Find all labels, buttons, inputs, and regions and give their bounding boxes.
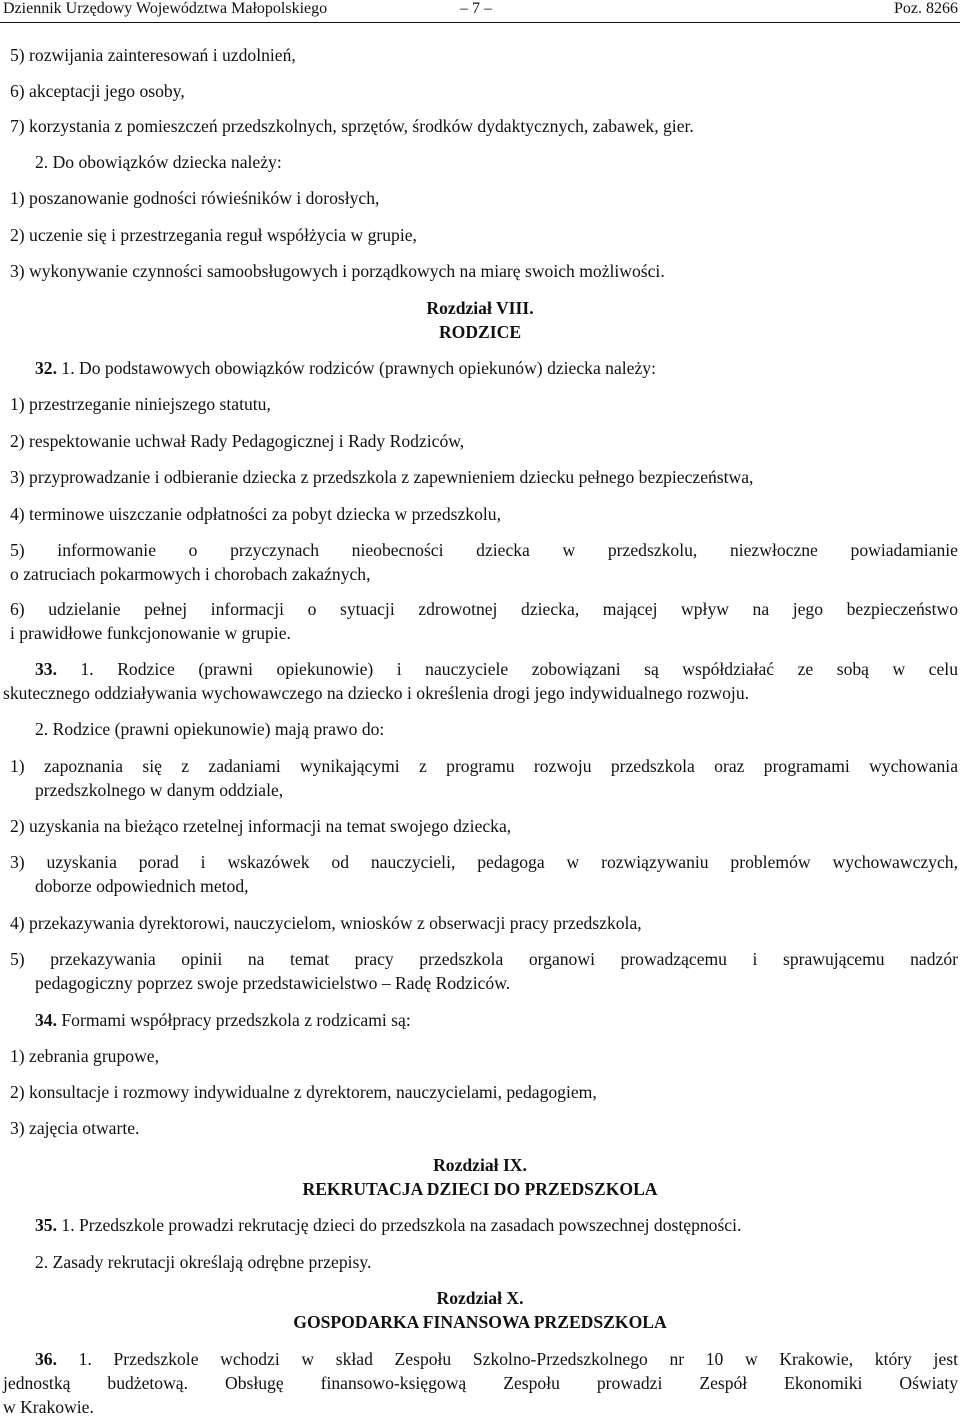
paragraph-text: 1. Do podstawowych obowiązków rodziców (prawnych opiekunów) dziecka należy:	[57, 358, 656, 378]
chapter-title: Rozdział X.	[436, 1288, 524, 1308]
chapter-subtitle: REKRUTACJA DZIECI DO PRZEDSZKOLA	[302, 1179, 658, 1199]
list-item: 4) przekazywania dyrektorowi, nauczycielom, wniosków z obserwacji pracy przedszkola,	[10, 913, 642, 933]
list-item: 3) zajęcia otwarte.	[10, 1118, 140, 1138]
paragraph-continued: jednostką budżetową. Obsługę finansowo-księgową Zespołu prowadzi Zespół Ekonomiki Oświaty	[3, 1373, 958, 1393]
list-item-continued: pedagogiczny poprzez swoje przedstawicielstwo – Radę Rodziców.	[35, 973, 511, 993]
list-item: 1) zebrania grupowe,	[10, 1046, 159, 1066]
paragraph	[35, 356, 656, 380]
list-item: 3) przyprowadzanie i odbieranie dziecka z przedszkola z zapewnieniem dziecku pełnego bezpieczeństwa,	[10, 467, 754, 487]
list-item-continued: i prawidłowe funkcjonowanie w grupie.	[10, 623, 291, 643]
journal-title: Dziennik Urzędowy Województwa Małopolskiego	[3, 0, 328, 17]
chapter-title: Rozdział VIII.	[426, 298, 534, 318]
list-item: 1) zapoznania się z zadaniami wynikającymi z programu rozwoju przedszkola oraz programami wychowania	[10, 756, 958, 776]
paragraph-text: Formami współpracy przedszkola z rodzicami są:	[57, 1010, 411, 1030]
list-item: 6) akceptacji jego osoby,	[10, 81, 185, 101]
list-item: 2) konsultacje i rozmowy indywidualne z dyrektorem, nauczycielami, pedagogiem,	[10, 1082, 597, 1102]
paragraph	[35, 1213, 741, 1237]
paragraph-text: 1. Przedszkole prowadzi rekrutację dzieci do przedszkola na zasadach powszechnej dostępności.	[57, 1215, 742, 1235]
paragraph-text: 1. Rodzice (prawni opiekunowie) i nauczyciele zobowiązani są współdziałać ze sobą w celu	[57, 659, 958, 679]
paragraph: 2. Do obowiązków dziecka należy:	[35, 152, 282, 172]
list-item-continued: doborze odpowiednich metod,	[35, 876, 249, 896]
list-item: 5) informowanie o przyczynach nieobecności dziecka w przedszkolu, niezwłoczne powiadamianie	[10, 540, 958, 560]
paragraph-continued: w Krakowie.	[3, 1397, 94, 1417]
list-item: 6) udzielanie pełnej informacji o sytuacji zdrowotnej dziecka, mającej wpływ na jego bezpieczeństwo	[10, 599, 958, 619]
paragraph: 2. Zasady rekrutacji określają odrębne przepisy.	[35, 1252, 372, 1272]
list-item: 3) wykonywanie czynności samoobsługowych i porządkowych na miarę swoich możliwości.	[10, 261, 665, 281]
list-item: 5) rozwijania zainteresowań i uzdolnień,	[10, 45, 296, 65]
list-item-continued: przedszkolnego w danym oddziale,	[35, 780, 284, 800]
section-number: 33.	[35, 659, 57, 679]
list-item: 2) respektowanie uchwał Rady Pedagogicznej i Rady Rodziców,	[10, 431, 465, 451]
list-item: 7) korzystania z pomieszczeń przedszkolnych, sprzętów, środków dydaktycznych, zabawek, gier.	[10, 116, 694, 136]
section-number: 34.	[35, 1010, 57, 1030]
list-item-continued: o zatruciach pokarmowych i chorobach zakaźnych,	[10, 564, 371, 584]
list-item: 2) uzyskania na bieżąco rzetelnej informacji na temat swojego dziecka,	[10, 816, 512, 836]
paragraph-continued: skutecznego oddziaływania wychowawczego na dziecko i określenia drogi jego indywidualnego rozwoju.	[3, 683, 750, 703]
list-item: 5) przekazywania opinii na temat pracy przedszkola organowi prowadzącemu i sprawującemu nadzór	[10, 949, 958, 969]
paragraph: 2. Rodzice (prawni opiekunowie) mają prawo do:	[35, 719, 385, 739]
list-item: 1) poszanowanie godności rówieśników i dorosłych,	[10, 188, 380, 208]
page-header	[0, 0, 960, 23]
list-item: 1) przestrzeganie niniejszego statutu,	[10, 394, 271, 414]
section-number: 36.	[35, 1349, 57, 1369]
chapter-title: Rozdział IX.	[433, 1155, 527, 1175]
page-number: – 7 –	[460, 0, 492, 17]
list-item: 3) uzyskania porad i wskazówek od nauczycieli, pedagoga w rozwiązywaniu problemów wychowawczych,	[10, 852, 958, 872]
chapter-subtitle: RODZICE	[438, 322, 522, 342]
section-number: 35.	[35, 1215, 57, 1235]
paragraph	[35, 657, 958, 681]
list-item: 4) terminowe uiszczanie odpłatności za pobyt dziecka w przedszkolu,	[10, 504, 501, 524]
paragraph	[35, 1008, 411, 1032]
list-item: 2) uczenie się i przestrzegania reguł współżycia w grupie,	[10, 225, 417, 245]
chapter-subtitle: GOSPODARKA FINANSOWA PRZEDSZKOLA	[293, 1312, 667, 1332]
paragraph-text: 1. Przedszkole wchodzi w skład Zespołu Szkolno-Przedszkolnego nr 10 w Krakowie, który jest	[57, 1349, 958, 1369]
paragraph	[35, 1347, 958, 1371]
position-number: Poz. 8266	[894, 0, 958, 17]
section-number: 32.	[35, 358, 57, 378]
